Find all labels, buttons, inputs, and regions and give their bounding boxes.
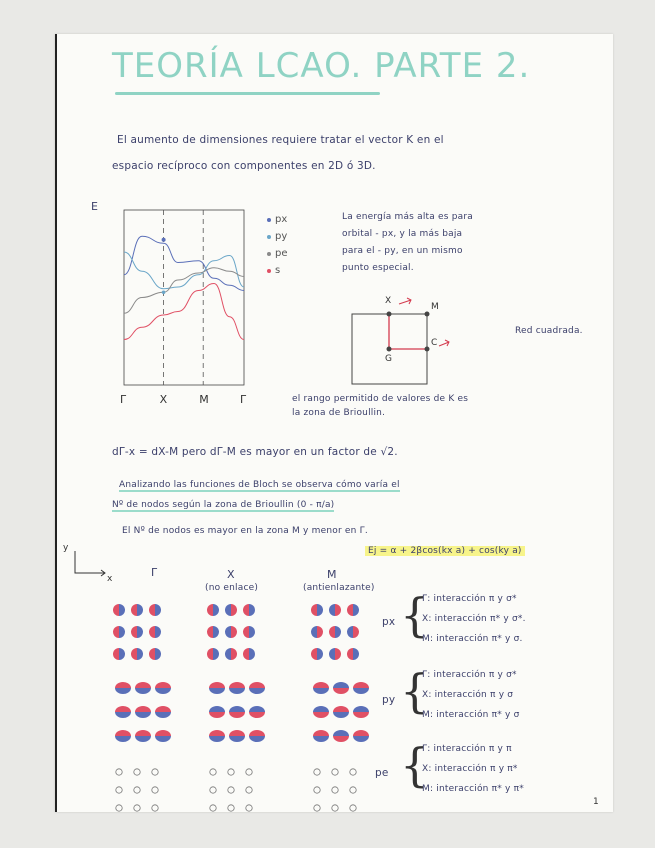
s-orbital-circle xyxy=(228,769,234,775)
p-orbital-horizontal xyxy=(131,604,143,616)
legend-dot-icon xyxy=(267,235,271,239)
p-orbital-horizontal xyxy=(243,648,255,660)
intro-line-2: espacio recíproco con componentes en 2D ó 3D. xyxy=(112,160,376,172)
p-orbital-horizontal xyxy=(329,626,341,638)
s-orbital-circle xyxy=(314,805,320,811)
s-orbital-circle xyxy=(210,769,216,775)
energy-formula: Ej = α + 2βcos(kx a) + cos(ky a) xyxy=(365,546,525,556)
s-orbital-circle xyxy=(246,769,252,775)
pe-note-m: M: interacción π* y π* xyxy=(422,784,524,794)
p-orbital-horizontal xyxy=(149,648,161,660)
p-orbital-vertical xyxy=(333,730,349,742)
p-orbital-vertical xyxy=(155,682,171,694)
note-right-4: punto especial. xyxy=(342,263,414,273)
p-orbital-horizontal xyxy=(149,626,161,638)
x-tick-label: X xyxy=(159,393,168,406)
p-orbital-vertical xyxy=(249,730,265,742)
p-orbital-horizontal xyxy=(149,604,161,616)
p-orbital-horizontal xyxy=(329,648,341,660)
p-orbital-horizontal xyxy=(311,626,323,638)
lattice-label-g: G xyxy=(385,354,393,364)
p-orbital-horizontal xyxy=(329,604,341,616)
p-orbital-horizontal xyxy=(347,626,359,638)
distance-note: dΓ-x = dX-M pero dΓ-M es mayor en un factor de √2. xyxy=(112,446,398,458)
p-orbital-vertical xyxy=(353,682,369,694)
axis-x-label: x xyxy=(107,574,113,584)
bloch-note-2: Nº de nodos según la zona de Brioullin (0 - π/a) xyxy=(112,500,335,510)
note-right-3: para el - py, en un mismo xyxy=(342,246,463,256)
p-orbital-horizontal xyxy=(311,648,323,660)
s-orbital-circle xyxy=(332,805,338,811)
note-right-2: orbital - px, y la más baja xyxy=(342,229,463,239)
column-m-sub: (antienlazante) xyxy=(303,583,375,593)
x-tick-label: Γ xyxy=(120,393,127,406)
s-orbital-circle xyxy=(228,805,234,811)
p-orbital-vertical xyxy=(313,730,329,742)
pe-note-gamma: Γ: interacción π y π xyxy=(422,744,512,754)
band-line-pe xyxy=(124,268,244,314)
band-point-marker xyxy=(162,238,166,242)
lattice-label-m: M xyxy=(431,302,439,312)
p-orbital-horizontal xyxy=(311,604,323,616)
s-orbital-circle xyxy=(314,769,320,775)
s-orbital-circle xyxy=(210,787,216,793)
p-orbital-vertical xyxy=(209,730,225,742)
p-orbital-vertical xyxy=(313,706,329,718)
band-line-px xyxy=(124,236,244,290)
p-orbital-horizontal xyxy=(347,604,359,616)
axis-y-label: y xyxy=(63,543,69,553)
legend-item-py: py xyxy=(267,231,288,242)
brace-px: { xyxy=(400,588,430,642)
bloch-note-1: Analizando las funciones de Bloch se observa cómo varía el xyxy=(119,480,400,490)
legend-item-px: px xyxy=(267,214,288,225)
p-orbital-horizontal xyxy=(131,648,143,660)
s-orbital-circle xyxy=(314,787,320,793)
energy-axis-label: E xyxy=(91,200,99,213)
title-underline xyxy=(115,92,380,95)
p-orbital-horizontal xyxy=(225,626,237,638)
s-orbital-circle xyxy=(134,787,140,793)
p-orbital-vertical xyxy=(209,706,225,718)
py-note-x: X: interacción π y σ xyxy=(422,690,514,700)
s-orbital-circle xyxy=(332,787,338,793)
p-orbital-vertical xyxy=(209,682,225,694)
brillouin-note-2: la zona de Brioullin. xyxy=(292,408,386,418)
p-orbital-vertical xyxy=(155,706,171,718)
p-orbital-horizontal xyxy=(207,626,219,638)
p-orbital-vertical xyxy=(135,730,151,742)
p-orbital-horizontal xyxy=(131,626,143,638)
s-orbital-circle xyxy=(152,805,158,811)
p-orbital-vertical xyxy=(229,706,245,718)
row-label-pe: pe xyxy=(375,767,389,779)
p-orbital-vertical xyxy=(135,682,151,694)
row-label-px: px xyxy=(382,616,396,628)
px-note-m: M: interacción π* y σ. xyxy=(422,634,523,644)
x-tick-label: Γ xyxy=(240,393,247,406)
nodes-note: El Nº de nodos es mayor en la zona M y menor en Γ. xyxy=(122,526,368,536)
s-orbital-circle xyxy=(332,769,338,775)
band-point-marker xyxy=(162,290,166,294)
notebook-page xyxy=(55,34,613,812)
s-orbital-circle xyxy=(246,787,252,793)
p-orbital-vertical xyxy=(353,730,369,742)
column-x-sub: (no enlace) xyxy=(205,583,259,593)
p-orbital-horizontal xyxy=(207,648,219,660)
p-orbital-horizontal xyxy=(243,604,255,616)
brace-py: { xyxy=(400,664,430,718)
s-orbital-circle xyxy=(350,787,356,793)
lattice-caption: Red cuadrada. xyxy=(515,326,583,336)
s-orbital-circle xyxy=(350,769,356,775)
page-number: 1 xyxy=(593,797,599,807)
band-structure-chart xyxy=(124,210,254,390)
legend-item-pe: pe xyxy=(267,248,288,259)
s-orbital-circle xyxy=(116,805,122,811)
py-note-m: M: interacción π* y σ xyxy=(422,710,520,720)
s-orbital-circle xyxy=(246,805,252,811)
p-orbital-vertical xyxy=(313,682,329,694)
p-orbital-horizontal xyxy=(113,626,125,638)
column-x: X xyxy=(227,568,235,581)
lattice-label-c: C xyxy=(431,338,438,348)
s-orbital-circle xyxy=(152,769,158,775)
p-orbital-vertical xyxy=(155,730,171,742)
intro-line-1: El aumento de dimensiones requiere tratar el vector K en el xyxy=(117,134,444,146)
p-orbital-vertical xyxy=(353,706,369,718)
band-line-s xyxy=(124,284,244,340)
s-orbital-circle xyxy=(116,769,122,775)
x-tick-label: M xyxy=(199,393,209,406)
legend-dot-icon xyxy=(267,218,271,222)
legend-dot-icon xyxy=(267,269,271,273)
p-orbital-horizontal xyxy=(347,648,359,660)
band-legend xyxy=(267,214,288,276)
p-orbital-horizontal xyxy=(113,604,125,616)
p-orbital-vertical xyxy=(229,682,245,694)
p-orbital-vertical xyxy=(333,682,349,694)
pe-note-x: X: interacción π y π* xyxy=(422,764,518,774)
p-orbital-vertical xyxy=(249,706,265,718)
p-orbital-vertical xyxy=(135,706,151,718)
p-orbital-vertical xyxy=(115,682,131,694)
s-orbital-circle xyxy=(228,787,234,793)
p-orbital-horizontal xyxy=(207,604,219,616)
p-orbital-vertical xyxy=(333,706,349,718)
p-orbital-horizontal xyxy=(243,626,255,638)
column-m: M xyxy=(327,568,337,581)
s-orbital-circle xyxy=(350,805,356,811)
s-orbital-circle xyxy=(152,787,158,793)
legend-item-s: s xyxy=(267,265,288,276)
s-orbital-circle xyxy=(210,805,216,811)
py-note-gamma: Γ: interacción π y σ* xyxy=(422,670,517,680)
p-orbital-horizontal xyxy=(225,604,237,616)
p-orbital-horizontal xyxy=(113,648,125,660)
s-orbital-circle xyxy=(116,787,122,793)
brace-pe: { xyxy=(400,738,430,792)
xy-axes-icon xyxy=(69,549,109,579)
page-title: TEORÍA LCAO. PARTE 2. xyxy=(112,46,531,86)
p-orbital-vertical xyxy=(229,730,245,742)
legend-dot-icon xyxy=(267,252,271,256)
p-orbital-vertical xyxy=(249,682,265,694)
brillouin-note-1: el rango permitido de valores de K es xyxy=(292,394,469,404)
p-orbital-vertical xyxy=(115,706,131,718)
px-note-x: X: interacción π* y σ*. xyxy=(422,614,526,624)
p-orbital-vertical xyxy=(115,730,131,742)
column-gamma: Γ xyxy=(151,566,158,579)
note-right-1: La energía más alta es para xyxy=(342,212,473,222)
square-lattice-diagram xyxy=(347,296,437,386)
row-label-py: py xyxy=(382,694,396,706)
s-orbital-circle xyxy=(134,769,140,775)
s-orbital-circle xyxy=(134,805,140,811)
lattice-label-x: X xyxy=(385,296,392,306)
p-orbital-horizontal xyxy=(225,648,237,660)
px-note-gamma: Γ: interacción π y σ* xyxy=(422,594,517,604)
